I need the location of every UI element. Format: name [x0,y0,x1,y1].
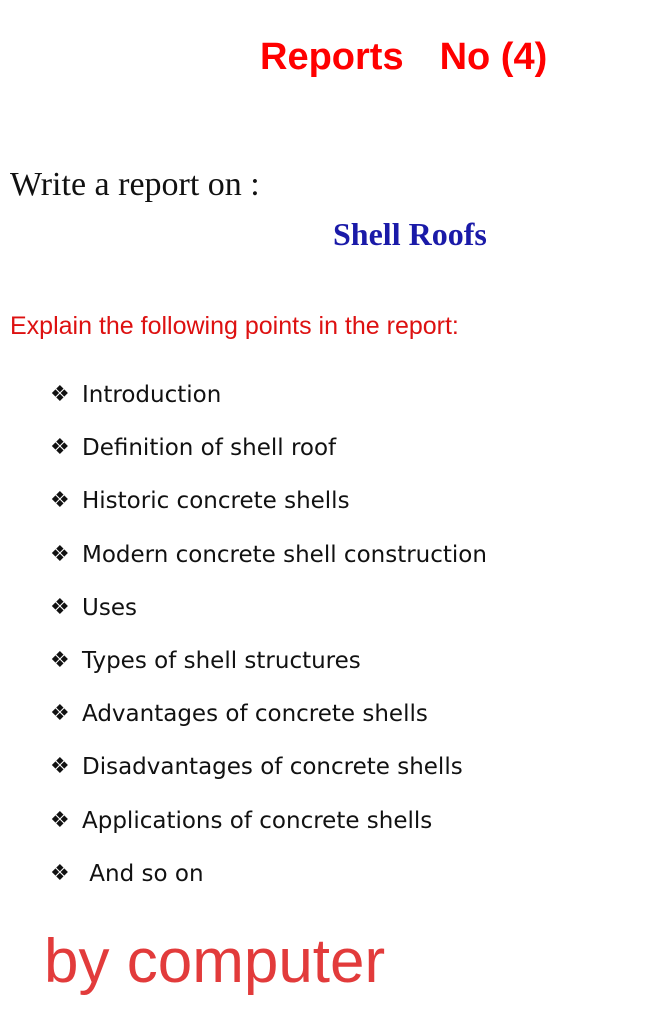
report-prompt: Write a report on : [10,166,260,203]
footer-note: by computer [44,927,386,996]
point-text: Historic concrete shells [82,488,350,515]
list-item [50,803,487,856]
four-diamond-bullet-icon: ❖ [50,807,70,833]
four-diamond-bullet-icon: ❖ [50,382,70,407]
point-text: Applications of concrete shells [82,807,433,834]
list-item [50,483,487,536]
four-diamond-bullet-icon: ❖ [50,541,70,567]
report-instruction: Explain the following points in the report: [10,312,459,340]
point-text: Types of shell structures [82,647,361,674]
point-text: And so on [82,860,204,887]
four-diamond-bullet-icon: ❖ [50,647,70,673]
list-item [50,377,487,430]
four-diamond-bullet-icon: ❖ [50,701,70,727]
point-text: Modern concrete shell construction [82,541,487,568]
point-text: Definition of shell roof [82,435,337,462]
page-title [260,34,547,80]
title-number: No (4) [439,36,548,78]
report-points-list [50,377,487,909]
point-text: Advantages of concrete shells [82,701,428,728]
list-item [50,696,487,749]
list-item [50,643,487,696]
point-text: Introduction [82,382,222,408]
four-diamond-bullet-icon: ❖ [50,860,70,886]
list-item [50,856,487,909]
four-diamond-bullet-icon: ❖ [50,435,70,461]
four-diamond-bullet-icon: ❖ [50,488,70,514]
point-text: Disadvantages of concrete shells [82,754,463,781]
four-diamond-bullet-icon: ❖ [50,594,70,620]
four-diamond-bullet-icon: ❖ [50,754,70,780]
list-item [50,537,487,590]
report-topic: Shell Roofs [333,216,487,252]
list-item [50,749,487,802]
point-text: Uses [82,594,137,621]
list-item [50,590,487,643]
list-item [50,430,487,483]
title-reports: Reports [260,36,404,78]
